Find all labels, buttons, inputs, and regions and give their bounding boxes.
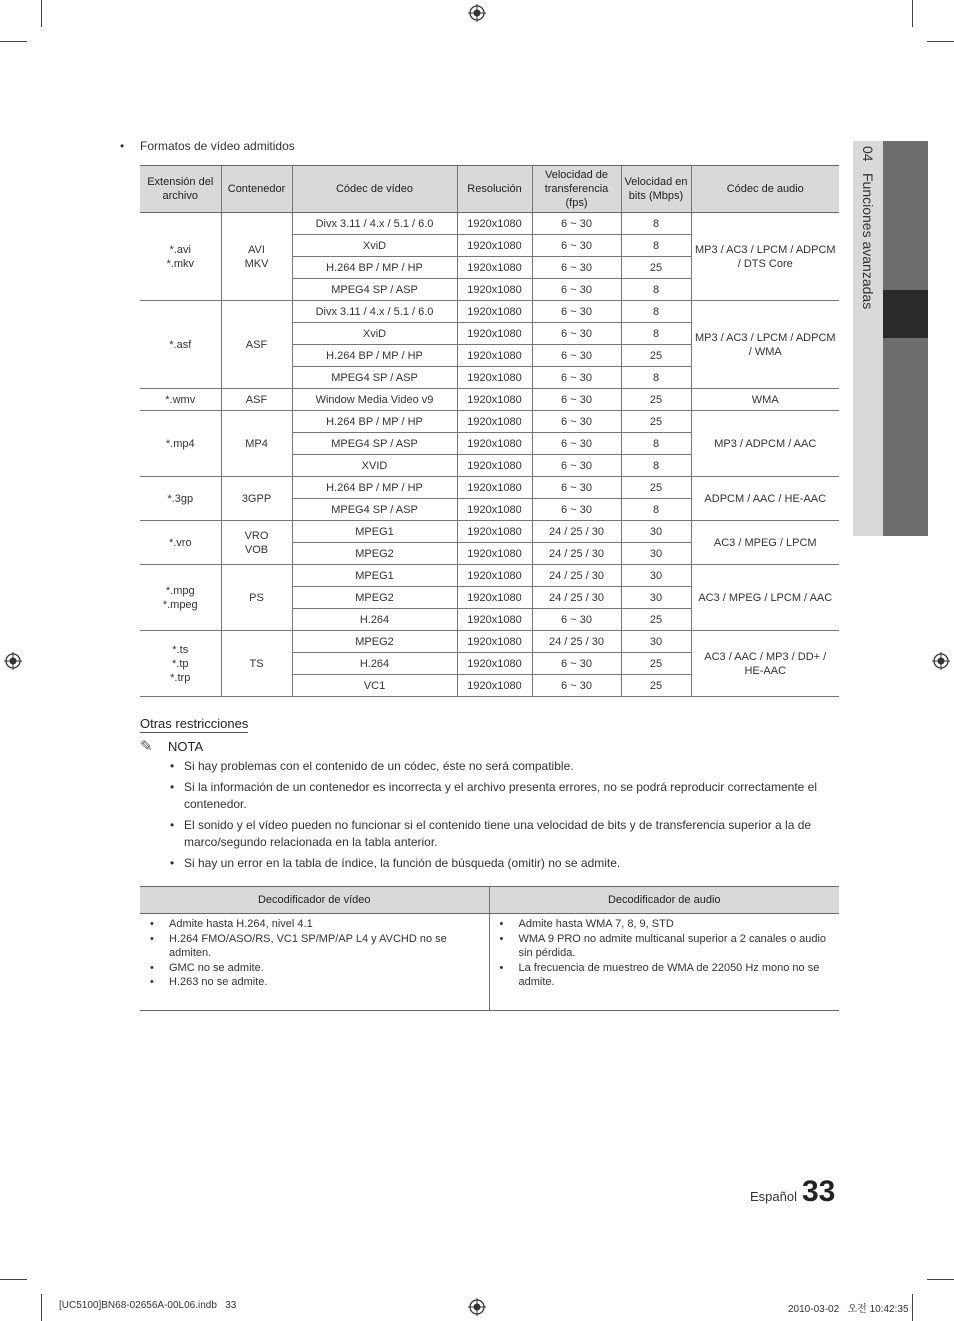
video-codec-cell: MPEG4 SP / ASP [292,367,457,389]
video-codec-cell: Window Media Video v9 [292,389,457,411]
frame-rate-cell: 6 ~ 30 [532,257,621,279]
bitrate-cell: 30 [621,631,691,653]
bitrate-cell: 30 [621,543,691,565]
audio-codec-cell: MP3 / AC3 / LPCM / ADPCM / WMA [691,301,839,389]
resolution-cell: 1920x1080 [457,499,532,521]
print-slug-file: [UC5100]BN68-02656A-00L06.indb 33 [59,1300,237,1311]
video-codec-cell: XVID [292,455,457,477]
resolution-cell: 1920x1080 [457,279,532,301]
table-header-row [140,166,839,213]
frame-rate-cell: 24 / 25 / 30 [532,587,621,609]
frame-rate-cell: 6 ~ 30 [532,345,621,367]
frame-rate-cell: 6 ~ 30 [532,389,621,411]
frame-rate-cell: 6 ~ 30 [532,499,621,521]
container-cell: TS [221,631,292,697]
resolution-cell: 1920x1080 [457,411,532,433]
extension-cell: *.mpg *.mpeg [140,565,221,631]
video-decoder-item: • H.264 FMO/ASO/RS, VC1 SP/MP/AP L4 y AVCHD no se admiten. [144,932,485,961]
video-codec-cell: VC1 [292,675,457,697]
resolution-cell: 1920x1080 [457,631,532,653]
registration-mark-icon [932,652,950,670]
note-item: • Si hay problemas con el contenido de un códec, éste no será compatible. [170,758,840,775]
container-cell: ASF [221,389,292,411]
video-codec-cell: MPEG2 [292,631,457,653]
video-codec-cell: H.264 BP / MP / HP [292,257,457,279]
video-codec-cell: MPEG2 [292,543,457,565]
video-codec-cell: Divx 3.11 / 4.x / 5.1 / 6.0 [292,301,457,323]
col-header: Velocidad de transferencia (fps) [532,166,621,213]
video-codec-cell: XviD [292,323,457,345]
col-header: Códec de audio [691,166,839,213]
container-cell: VRO VOB [221,521,292,565]
frame-rate-cell: 6 ~ 30 [532,213,621,235]
video-codec-cell: MPEG4 SP / ASP [292,279,457,301]
bitrate-cell: 8 [621,433,691,455]
note-item: • Si hay un error en la tabla de índice, la función de búsqueda (omitir) no se admite. [170,855,840,872]
bitrate-cell: 25 [621,257,691,279]
frame-rate-cell: 6 ~ 30 [532,675,621,697]
bitrate-cell: 25 [621,675,691,697]
frame-rate-cell: 24 / 25 / 30 [532,543,621,565]
chapter-tab-dark-band [883,141,928,536]
registration-mark-icon [468,4,486,22]
registration-mark-icon [4,652,22,670]
resolution-cell: 1920x1080 [457,433,532,455]
intro-bullet: • Formatos de vídeo admitidos [120,139,295,153]
resolution-cell: 1920x1080 [457,257,532,279]
bitrate-cell: 25 [621,653,691,675]
pencil-note-icon: ✎ [140,738,153,755]
video-codec-cell: Divx 3.11 / 4.x / 5.1 / 6.0 [292,213,457,235]
frame-rate-cell: 6 ~ 30 [532,433,621,455]
crop-mark [927,41,954,42]
decoder-row [140,914,839,1011]
video-codec-cell: H.264 [292,653,457,675]
resolution-cell: 1920x1080 [457,389,532,411]
video-decoder-item: • H.263 no se admite. [144,975,485,990]
extension-cell: *.3gp [140,477,221,521]
bitrate-cell: 8 [621,499,691,521]
decoder-header-row [140,887,839,914]
audio-decoder-cell [489,914,839,1011]
crop-mark [0,1279,27,1280]
video-codec-cell: XviD [292,235,457,257]
table-row [140,521,839,543]
bitrate-cell: 8 [621,279,691,301]
col-header: Velocidad en bits (Mbps) [621,166,691,213]
resolution-cell: 1920x1080 [457,213,532,235]
bitrate-cell: 8 [621,235,691,257]
container-cell: MP4 [221,411,292,477]
col-header: Contenedor [221,166,292,213]
crop-mark [912,1294,913,1321]
resolution-cell: 1920x1080 [457,345,532,367]
frame-rate-cell: 24 / 25 / 30 [532,631,621,653]
resolution-cell: 1920x1080 [457,653,532,675]
frame-rate-cell: 24 / 25 / 30 [532,521,621,543]
crop-mark [0,41,27,42]
crop-mark [927,1279,954,1280]
audio-codec-cell: MP3 / AC3 / LPCM / ADPCM / DTS Core [691,213,839,301]
bitrate-cell: 8 [621,213,691,235]
footer-language: Español [750,1189,797,1204]
resolution-cell: 1920x1080 [457,323,532,345]
bitrate-cell: 8 [621,323,691,345]
resolution-cell: 1920x1080 [457,301,532,323]
video-codec-cell: MPEG4 SP / ASP [292,499,457,521]
chapter-tab-marker [883,290,928,338]
frame-rate-cell: 6 ~ 30 [532,367,621,389]
resolution-cell: 1920x1080 [457,235,532,257]
intro-text: Formatos de vídeo admitidos [140,139,295,153]
bitrate-cell: 8 [621,367,691,389]
frame-rate-cell: 6 ~ 30 [532,235,621,257]
bitrate-cell: 25 [621,411,691,433]
container-cell: ASF [221,301,292,389]
bitrate-cell: 25 [621,345,691,367]
video-decoder-header: Decodificador de vídeo [140,887,489,914]
table-row [140,213,839,235]
table-row [140,565,839,587]
table-row [140,411,839,433]
frame-rate-cell: 6 ~ 30 [532,301,621,323]
extension-cell: *.mp4 [140,411,221,477]
resolution-cell: 1920x1080 [457,367,532,389]
video-codec-cell: H.264 [292,609,457,631]
resolution-cell: 1920x1080 [457,455,532,477]
bitrate-cell: 25 [621,609,691,631]
table-row [140,477,839,499]
extension-cell: *.vro [140,521,221,565]
decoder-table [140,886,839,1011]
audio-decoder-item: • WMA 9 PRO no admite multicanal superior a 2 canales o audio sin pérdida. [494,932,836,961]
frame-rate-cell: 6 ~ 30 [532,455,621,477]
audio-codec-cell: ADPCM / AAC / HE-AAC [691,477,839,521]
extension-cell: *.avi *.mkv [140,213,221,301]
page-number: 33 [802,1175,836,1208]
table-row [140,631,839,653]
col-header: Códec de vídeo [292,166,457,213]
video-codec-cell: H.264 BP / MP / HP [292,477,457,499]
bitrate-cell: 25 [621,389,691,411]
frame-rate-cell: 6 ~ 30 [532,609,621,631]
container-cell: PS [221,565,292,631]
resolution-cell: 1920x1080 [457,675,532,697]
registration-mark-icon [468,1298,486,1316]
audio-codec-cell: WMA [691,389,839,411]
notes-list [170,758,840,876]
print-slug-date: 2010-03-02 오전 10:42:35 [788,1304,909,1315]
bitrate-cell: 25 [621,477,691,499]
frame-rate-cell: 24 / 25 / 30 [532,565,621,587]
bitrate-cell: 8 [621,455,691,477]
video-codec-cell: MPEG4 SP / ASP [292,433,457,455]
chapter-title: Funciones avanzadas [860,173,876,310]
frame-rate-cell: 6 ~ 30 [532,411,621,433]
audio-decoder-header: Decodificador de audio [489,887,839,914]
extension-cell: *.ts *.tp *.trp [140,631,221,697]
crop-mark [41,1294,42,1321]
chapter-number: 04 [860,146,876,162]
resolution-cell: 1920x1080 [457,477,532,499]
video-decoder-cell [140,914,489,1011]
video-codec-cell: H.264 BP / MP / HP [292,345,457,367]
bitrate-cell: 30 [621,521,691,543]
audio-decoder-item: • Admite hasta WMA 7, 8, 9, STD [494,917,836,932]
frame-rate-cell: 6 ~ 30 [532,477,621,499]
audio-codec-cell: AC3 / AAC / MP3 / DD+ / HE-AAC [691,631,839,697]
container-cell: 3GPP [221,477,292,521]
col-header: Resolución [457,166,532,213]
video-codec-cell: MPEG2 [292,587,457,609]
restrictions-heading: Otras restricciones [140,716,249,731]
audio-codec-cell: MP3 / ADPCM / AAC [691,411,839,477]
extension-cell: *.asf [140,301,221,389]
video-codec-cell: MPEG1 [292,521,457,543]
crop-mark [912,0,913,27]
col-header: Extensión del archivo [140,166,221,213]
audio-codec-cell: AC3 / MPEG / LPCM [691,521,839,565]
video-codec-cell: H.264 BP / MP / HP [292,411,457,433]
frame-rate-cell: 6 ~ 30 [532,653,621,675]
bitrate-cell: 30 [621,565,691,587]
note-heading [140,737,203,755]
frame-rate-cell: 6 ~ 30 [532,279,621,301]
resolution-cell: 1920x1080 [457,521,532,543]
crop-mark [41,0,42,27]
video-formats-table [140,165,839,697]
bitrate-cell: 8 [621,301,691,323]
audio-codec-cell: AC3 / MPEG / LPCM / AAC [691,565,839,631]
video-decoder-item: • GMC no se admite. [144,961,485,976]
resolution-cell: 1920x1080 [457,587,532,609]
table-row [140,389,839,411]
table-row [140,301,839,323]
note-label: NOTA [168,739,204,754]
extension-cell: *.wmv [140,389,221,411]
container-cell: AVI MKV [221,213,292,301]
note-item: • Si la información de un contenedor es incorrecta y el archivo presenta errores, no se podrá reproducir correctamente el contenedor. [170,779,840,813]
video-codec-cell: MPEG1 [292,565,457,587]
bitrate-cell: 30 [621,587,691,609]
frame-rate-cell: 6 ~ 30 [532,323,621,345]
table-body [140,213,839,697]
resolution-cell: 1920x1080 [457,543,532,565]
video-decoder-item: • Admite hasta H.264, nivel 4.1 [144,917,485,932]
resolution-cell: 1920x1080 [457,565,532,587]
note-item: • El sonido y el vídeo pueden no funcionar si el contenido tiene una velocidad de bits y de transferencia superior a la de marco/segundo relacionada en la tabla anterior. [170,817,840,851]
resolution-cell: 1920x1080 [457,609,532,631]
chapter-label [860,146,876,318]
audio-decoder-item: • La frecuencia de muestreo de WMA de 22050 Hz mono no se admite. [494,961,836,990]
